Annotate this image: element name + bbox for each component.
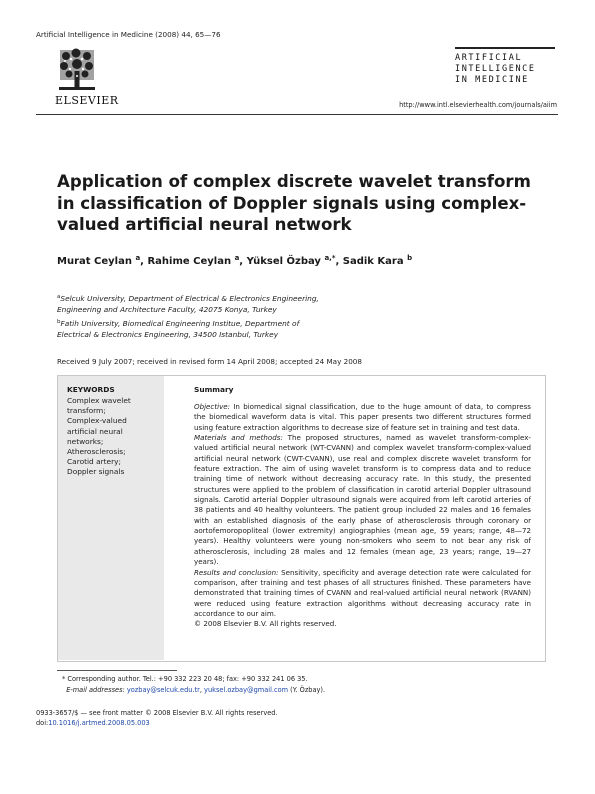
affiliation-a [57,293,319,315]
author-name: Sadik Kara [342,256,404,267]
email-suffix: (Y. Özbay). [288,685,326,694]
affiliation-line: Selcuk University, Department of Electrical & Electronics Engineering, [60,294,319,303]
received-dates: Received 9 July 2007; received in revised form 14 April 2008; accepted 24 May 2008 [57,357,362,366]
logo-rule [455,47,555,49]
journal-reference: Artificial Intelligence in Medicine (2008) 44, 65—76 [36,30,221,39]
email-separator: , [199,685,205,694]
logo-line: IN MEDICINE [455,74,529,85]
section-label: Materials and methods: [194,433,283,443]
summary-body [194,402,531,630]
email-link[interactable]: yuksel.ozbay@gmail.com [204,685,289,694]
author-separator: , [239,256,247,267]
summary-objective [194,402,531,433]
summary-methods [194,433,531,567]
publisher-name: ELSEVIER [55,94,119,107]
issn-line: 0933-3657/$ — see front matter © 2008 Elsevier B.V. All rights reserved. [36,709,278,717]
logo-line: INTELLIGENCE [455,63,536,74]
author-name: Yüksel Özbay [246,256,321,267]
keyword-line: Doppler signals [67,467,125,477]
keywords-list [67,396,159,478]
author-separator: , [140,256,148,267]
email-label: E-mail addresses: [66,685,125,694]
keyword-line: transform; [67,406,106,416]
doi-label: doi: [36,719,49,727]
affiliation-line: Electrical & Electronics Engineering, 34500 Istanbul, Turkey [57,330,279,339]
section-text: Sensitivity, specificity and average detection rate were calculated for comparison, after training and test phases of all structures finished. These parameters have demonstrated that training times of CVANN and real-valued artificial neural network (RVANN) were reduced using feature extraction algorithms without decreasing accuracy rate in accordance to our aim. [194,567,531,618]
affiliation-b [57,318,299,340]
summary-results [194,568,531,620]
summary-heading: Summary [194,385,234,394]
keyword-line: networks; [67,436,104,446]
journal-url-link[interactable]: http://www.intl.elsevierhealth.com/journals/aiim [399,101,557,109]
journal-logo [455,47,555,86]
author-name: Rahime Ceylan [147,256,232,267]
author-list [57,256,412,267]
affiliation-line: Engineering and Architecture Faculty, 42075 Konya, Turkey [57,305,277,314]
section-text: In biomedical signal classification, due to the huge amount of data, to compress the biomedical waveform data is vital. This paper presents two different structures formed using feature extraction algorithms to decrease size of feature set in training and test data. [194,402,531,432]
elsevier-tree-logo [56,47,98,93]
logo-line: ARTIFICIAL [455,52,523,63]
copyright-line: © 2008 Elsevier B.V. All rights reserved. [194,619,337,629]
front-matter-info [36,708,278,728]
section-label: Objective: [194,402,231,411]
section-text: The proposed structures, named as wavelet transform-complex-valued artificial neural network (WT-CVANN) and complex wavelet transform-complex-valued artificial neural network (CWT-CVANN), use real and complex discrete wavelet transform for feature extraction. The aim of using wavelet transform is to compress data and to reduce training time of network without decreasing accuracy rate. In this study, the presented structures were applied to the problem of classification in carotid arterial Doppler ultrasound signals. Carotid arterial Doppler ultrasound signals were acquired from left carotid arteries of 38 patients and 40 healthy volunteers. The patient group included 22 males and 16 females with an established diagnosis of the early phase of atherosclerosis through coronary or aortofemoropopliteal (lower extremity) angiographies (mean age, 59 years; range, 48—72 years). Healthy volunteers were young non-smokers who seem to not bear any risk of atherosclerosis, including 28 males and 12 females (mean age, 23 years; range, 19—27 years). [194,433,531,567]
author-affiliation-mark: a [234,254,240,262]
author-affiliation-mark: a,* [324,254,336,262]
author-affiliation-mark: b [407,254,413,262]
author-name: Murat Ceylan [57,256,132,267]
section-label: Results and conclusion: [194,567,279,577]
email-link[interactable]: yozbay@selcuk.edu.tr [126,685,200,694]
author-affiliation-mark: a [135,254,141,262]
article-title: Application of complex discrete wavelet transform in classification of Doppler signals using complex-valued artificial neural network [57,172,531,234]
footnote-contact: Corresponding author. Tel.: +90 332 223 20 48; fax: +90 332 241 06 35. [67,675,308,683]
affiliation-label: a [57,294,61,300]
affiliation-line: Fatih University, Biomedical Engineering Institue, Department of [60,319,300,328]
keyword-line: Complex wavelet [67,396,131,405]
affiliation-label: b [57,319,61,325]
keyword-line: Carotid artery; [67,457,121,467]
keywords-heading: KEYWORDS [67,385,115,394]
keyword-line: artificial neural [67,426,123,436]
footnote-divider [57,670,177,671]
footnote-marker: * [62,675,66,683]
doi-link[interactable]: 10.1016/j.artmed.2008.05.003 [48,719,150,727]
keyword-line: Complex-valued [67,416,127,426]
author-separator: , [335,256,343,267]
header-divider [36,114,558,115]
keyword-line: Atherosclerosis; [67,447,126,457]
corresponding-author-footnote [62,674,325,695]
